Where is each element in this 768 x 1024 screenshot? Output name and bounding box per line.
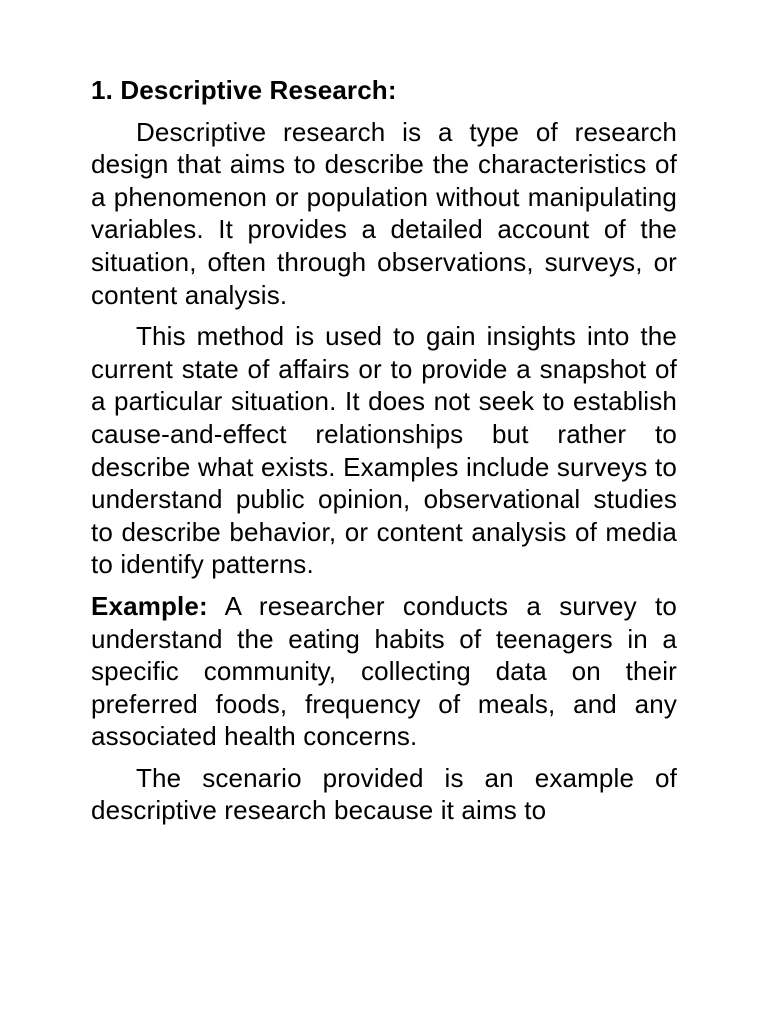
example-text: A researcher conducts a survey to understand the eating habits of teenagers in a specific community, collecting data on their preferred foods, frequency of meals, and any associated health concerns. <box>91 590 677 752</box>
paragraph-method: This method is used to gain insights into the current state of affairs or to provide a snapshot of a particular situation. It does not seek to establish cause-and-effect relationships but rather to describe what exists. Examples include surveys to understand public opinion, observational studies to describe behavior, or content analysis of media to identify patterns. <box>91 321 677 580</box>
paragraph-definition: Descriptive research is a type of research design that aims to describe the characteristics of a phenomenon or population without manipulating variables. It provides a detailed account of the situation, often through observations, surveys, or content analysis. <box>91 116 677 310</box>
paragraph-example <box>91 590 677 753</box>
document-page <box>91 74 677 827</box>
example-label: Example: <box>91 590 208 621</box>
paragraph-closing: The scenario provided is an example of descriptive research because it aims to <box>91 762 677 826</box>
section-heading: 1. Descriptive Research: <box>91 75 397 105</box>
